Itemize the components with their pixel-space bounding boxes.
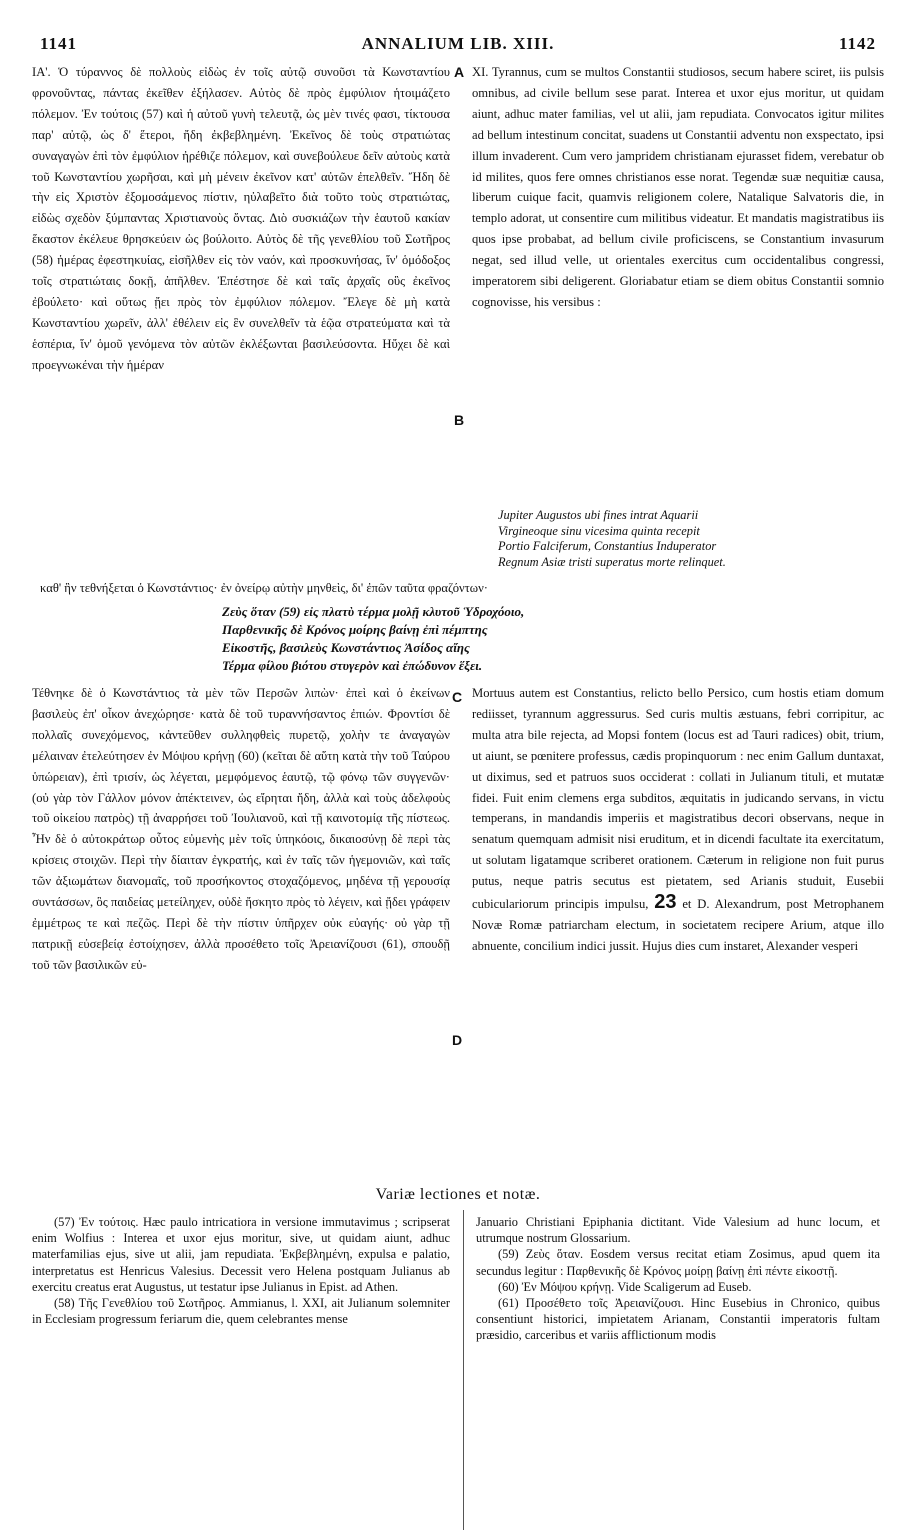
note-59: (59) Ζεὺς ὅταν. Eosdem versus recitat etiam Zosimus, apud quem ita secundus legitur : Παρθενικῆς δὲ Κρόνος μοίρῃ βαίνῃ ἐπὶ πέντε εἰκοστῇ. bbox=[476, 1247, 880, 1278]
running-header bbox=[40, 34, 876, 60]
greek-text-block-1 bbox=[32, 62, 450, 376]
note-58-continuation: Januario Christiani Epiphania dictitant. Vide Valesium ad hunc locum, et utrumque nostrum Glossarium. bbox=[476, 1215, 880, 1246]
latin-verse-line: Regnum Asiæ tristi superatus morte relinquet. bbox=[498, 554, 726, 569]
notes-title: Variæ lectiones et notæ. bbox=[375, 1186, 541, 1203]
greek-continuation-line: καθ' ἣν τεθνήξεται ὁ Κωνστάντιος· ἐν ὀνείρῳ αὐτὴν μηνθεὶς, δι' ἐπῶν ταῦτα φραζόντων· bbox=[40, 581, 488, 595]
notes-right-column bbox=[476, 1214, 880, 1344]
latin-verse-line: Jupiter Augustos ubi fines intrat Aquarii bbox=[498, 508, 699, 522]
note-61: (61) Προσέθετο τοῖς Ἀρειανίζουσι. Hinc Eusebius in Chronico, quibus consentiunt historici, impietatem Arianam, Constantii imperatoris fultam præsidio, carceribus et variis afflictionum modis bbox=[476, 1296, 880, 1343]
note-58: (58) Τῆς Γενεθλίου τοῦ Σωτῆρος. Ammianus, l. XXI, ait Julianum solemniter in Ecclesiam progressum feriarum die, quem celebrantes mense bbox=[32, 1296, 450, 1327]
greek-paragraph-1: ΙΑ'. Ὁ τύραννος δὲ πολλοὺς εἰδὼς ἐν τοῖς αὐτῷ συνοῦσι τὰ Κωνσταντίου φρονοῦντας, πάντας ἐκεῖθεν ἐξήλασεν. Αὐτὸς δὲ πρὸς ἐμφύλιον ἡτοιμάζετο πόλεμον. Ἐν τούτοις (57) καὶ ἡ αὐτοῦ γυνὴ τελευτᾷ, ὡς μὲν τινές φασι, τίκτουσα παρ' αὐτῷ, ὡς δ' ἕτεροι, ἤδη ἐκβεβλημένη. Ἐκεῖνος δὲ τοὺς στρατιώτας συναγαγὼν ἐπὶ τὸν ἐμφύλιον ἠρέθιζε πόλεμον, καὶ συνεβούλευε δεῖν αὐτοὺς κατὰ τοῦ Κωνσταντίου χωρῆσαι, καὶ μὴ μένειν ἐκεῖνον κατ' αὐτῶν ἐπελθεῖν. Ἤδη δὲ τὴν εἰς Χριστὸν ἐξομοσάμενος πίστιν, ηὐλαβεῖτο διὰ τοῦτο τοὺς στρατιώτας, εἰδὼς σχεδὸν ξύμπαντας Χριστιανοὺς ὄντας. Διὸ συσκιάζων τὴν ἑαυτοῦ κακίαν ἕκαστον ἐκέλευε θρησκεύειν ὡς βούλοιτο. Αὐτὸς δὲ τῆς γενεθλίου τοῦ Σωτῆρος (58) ἡμέρας ἐφεστηκυίας, εἰσῆλθεν εἰς τὸν ναόν, καὶ προσκυνήσας, ἵν' ὁμόδοξος τοῖς στρατιώταις δοκῇ, ἀπῆλθεν. Ἐπέστησε δὲ καὶ ταῖς ἀρχαῖς οὓς ἐκεῖνος ἐβούλετο· καὶ οὕτως ᾔει πρὸς τὸν ἐμφύλιον πόλεμον. Ἔλεγε δὲ μὴ κατὰ Κωνσταντίου χωρεῖν, ἀλλ' ἐθέλειν εἰς ἓν συνελθεῖν τὰ ἑῷα στρατεύματα καὶ τὰ ἑσπέρια, ἵν' ὁμοῦ γενόμενα τὸν αὐτῶν ἐκλέξωνται βασιλεύσοντα. Ηὔχει δὲ καὶ προεγνωκέναι τὴν ἡμέραν bbox=[32, 65, 450, 372]
running-title: ANNALIUM LIB. XIII. bbox=[361, 34, 555, 53]
latin-verse bbox=[498, 508, 888, 570]
reference-number: 23 bbox=[654, 891, 677, 914]
greek-verse bbox=[222, 603, 822, 675]
margin-letter-d: D bbox=[452, 1032, 463, 1048]
latin-text-block-2 bbox=[472, 683, 884, 957]
greek-verse-line: Παρθενικῆς δὲ Κρόνος μοίρης βαίνῃ ἐπὶ πέμπτης bbox=[222, 622, 488, 637]
notes-column-divider bbox=[463, 1210, 464, 1530]
greek-text-block-2 bbox=[32, 683, 450, 976]
note-60: (60) Ἐν Μόψου κρήνῃ. Vide Scaligerum ad Euseb. bbox=[498, 1279, 752, 1294]
greek-verse-line: Τέρμα φίλου βιότου στυγερὸν καὶ ἐπώδυνον ἕξει. bbox=[222, 658, 483, 673]
greek-paragraph-2: Τέθνηκε δὲ ὁ Κωνστάντιος τὰ μὲν τῶν Περσῶν λιπὼν· ἐπεὶ καὶ ὁ ἐκείνων βασιλεὺς ἐπ' οἶκον ἀνεχώρησε· κατὰ δὲ τοῦ τυραννήσαντος ἐπιών. Φροντίσι δὲ πολλαῖς συνεχόμενος, κἀντεῦθεν συλληφθεὶς πυρετῷ, χολὴν τε ἀναγαγὼν μέλαιναν ἐτελεύτησεν ἐν Μόψου κρήνῃ (60) (κεῖται δὲ αὕτη κατὰ τὴν τοῦ Ταύρου ὑπώρειαν), ἐπὶ τρισίν, ὡς λέγεται, μεμφόμενος ἑαυτῷ, τῷ φόνῳ τῶν συγγενῶν· (οὐ γὰρ τὸν Γάλλον μόνον ἀπέκτεινεν, ὡς εἴρηται ἤδη, ἀλλὰ καὶ τοὺς ἀδελφοὺς τοῦ οἰκείου πατρὸς) τῇ ἀναρρήσει τοῦ Ἰουλιανοῦ, καὶ τῇ καινοτομίᾳ τῆς πίστεως. Ἦν δὲ ὁ αὐτοκράτωρ οὗτος εὐμενὴς μὲν τοῖς ὑπηκόοις, δικαιοσύνῃ δὲ περὶ τὰς κρίσεις στοιχῶν. Περὶ τὴν δίαιταν ἐγκρατής, καὶ ἐν ταῖς τῶν ἡγεμονιῶν, καὶ ταῖς τῶν ἀξιωμάτων διανομαῖς, τοῦ προσήκοντος στοχαζόμενος, μηδένα τῇ γερουσίᾳ συντάσσων, ὃς παιδείας μετείληχεν, οὐδὲ ἤσκητο πρὸς τὸ λέγειν, καὶ ᾔδει γράφειν ἐμμέτρως τε καὶ πεζῶς. Περὶ δὲ τὴν πίστιν ὑπῆρχεν οὐκ εὐαγής· οὐ γὰρ τῇ πατρικῇ εὐσεβείᾳ ἐστοίχησεν, ἀλλὰ προσέθετο τοῖς Ἀρειανίζουσι (61), σπουδῇ τοῦ τῶν βασιλικῶν εὐ- bbox=[32, 686, 450, 972]
latin-paragraph-1: XI. Tyrannus, cum se multos Constantii studiosos, secum habere sciret, iis pulsis omnibus, ad civile bellum sese parat. Interea et uxor ejus moritur, ut quidam aiunt, adhuc mater familias, vel ut alii, jam repudiata. Convocatos igitur milites ad bellum intestinum concitat, suadens ut Constantii adventu non exspectato, ipsi illum invaderent. Cum vero jampridem christianam ejurasset fidem, verebatur ob id milites, quos fere omnes christianos esse norat. Tegendæ suæ nequitiæ causa, liberum cuique facit, quamvis religionem colere, Natalique Salvatoris die, in templo adorat, ut consentire cum militibus videatur. Et mandatis magistratibus iis quos ipse probabat, ad bellum civile proficiscens, se Constantium invasurum negat, sed illud velle, ut orientales exercitus cum occidentalibus congressi, imperatorem sibi deligerent. Gloriabatur etiam se diem obitus Constantii somnio cognovisse, his versibus : bbox=[472, 65, 884, 309]
column-number-right: 1142 bbox=[838, 34, 876, 53]
latin-verse-line: Portio Falciferum, Constantius Induperator bbox=[498, 539, 717, 554]
latin-verse-line: Virgineoque sinu vicesima quinta recepit bbox=[498, 523, 700, 538]
greek-verse-line: Ζεὺς ὅταν (59) εἰς πλατὺ τέρμα μολῇ κλυτοῦ Ὑδροχόοιο, bbox=[222, 604, 525, 619]
greek-verse-line: Εἰκοστῆς, βασιλεὺς Κωνστάντιος Ἀσίδος αἴης bbox=[222, 640, 470, 655]
margin-letter-c: C bbox=[452, 689, 463, 705]
margin-letter-b: B bbox=[454, 412, 465, 428]
latin-text-block-1 bbox=[472, 62, 884, 313]
margin-letter-a: A bbox=[454, 64, 465, 80]
latin-paragraph-2-part-1: Mortuus autem est Constantius, relicto bello Persico, cum hostis etiam domum rediisset, tyrannum aggressurus. Sed curis multis æstuans, febri corripitur, ac multa atra bile rejecta, ad Mopsi fontem (locus est ad Tauri radices) obit, trium, ut aiunt, se pœnitere professus, cædis propinquorum : nec enim Gallum duntaxat, ut diximus, sed et patruos suos occiderat : collati in Julianum tituli, et mutatæ fidei. Fuit enim clemens erga subditos, æquitatis in judicando servans, in victu temperans, in mandandis imperiis et magistratibus decori observans, neque in senatum quemquam admisit nisi eruditum, et in dicendi facultate ita exercitatum, ut solutam ligatamque scriberet orationem. Cæterum in religione non fuit purus putus, neque patris secutus est pietatem, sed Arianis studuit, Eusebii cubiculariorum principis impulsu, bbox=[472, 686, 884, 912]
latin-paragraph-2 bbox=[472, 683, 884, 957]
latin-paragraph-2-part-2: et D. Alexandrum, post Metrophanem Novæ Romæ patriarcham electum, in societatem recipere Arium, atque illo abnuente, concilium indici jussit. Hujus dies cum instaret, Alexander vesperi bbox=[472, 897, 884, 953]
note-57: (57) Ἐν τούτοις. Hæc paulo intricatiora in versione immutavimus ; scripserat enim Wolfius : Interea et uxor ejus moritur, sive, ut quidam aiunt, adhuc materfamilias ejus, sive ut alii, jam repudiata. Ἐκβεβλημένη, expulsa e palatio, interpretatus est Henricus Valesius. Decessit vero Helena postquam Julianus ab exercitu creatus erat Augustus, ut testatur ipse Julianus in Epist. ad Athen. bbox=[32, 1215, 450, 1294]
notes-left-column bbox=[32, 1214, 450, 1327]
column-number-left: 1141 bbox=[40, 34, 78, 53]
